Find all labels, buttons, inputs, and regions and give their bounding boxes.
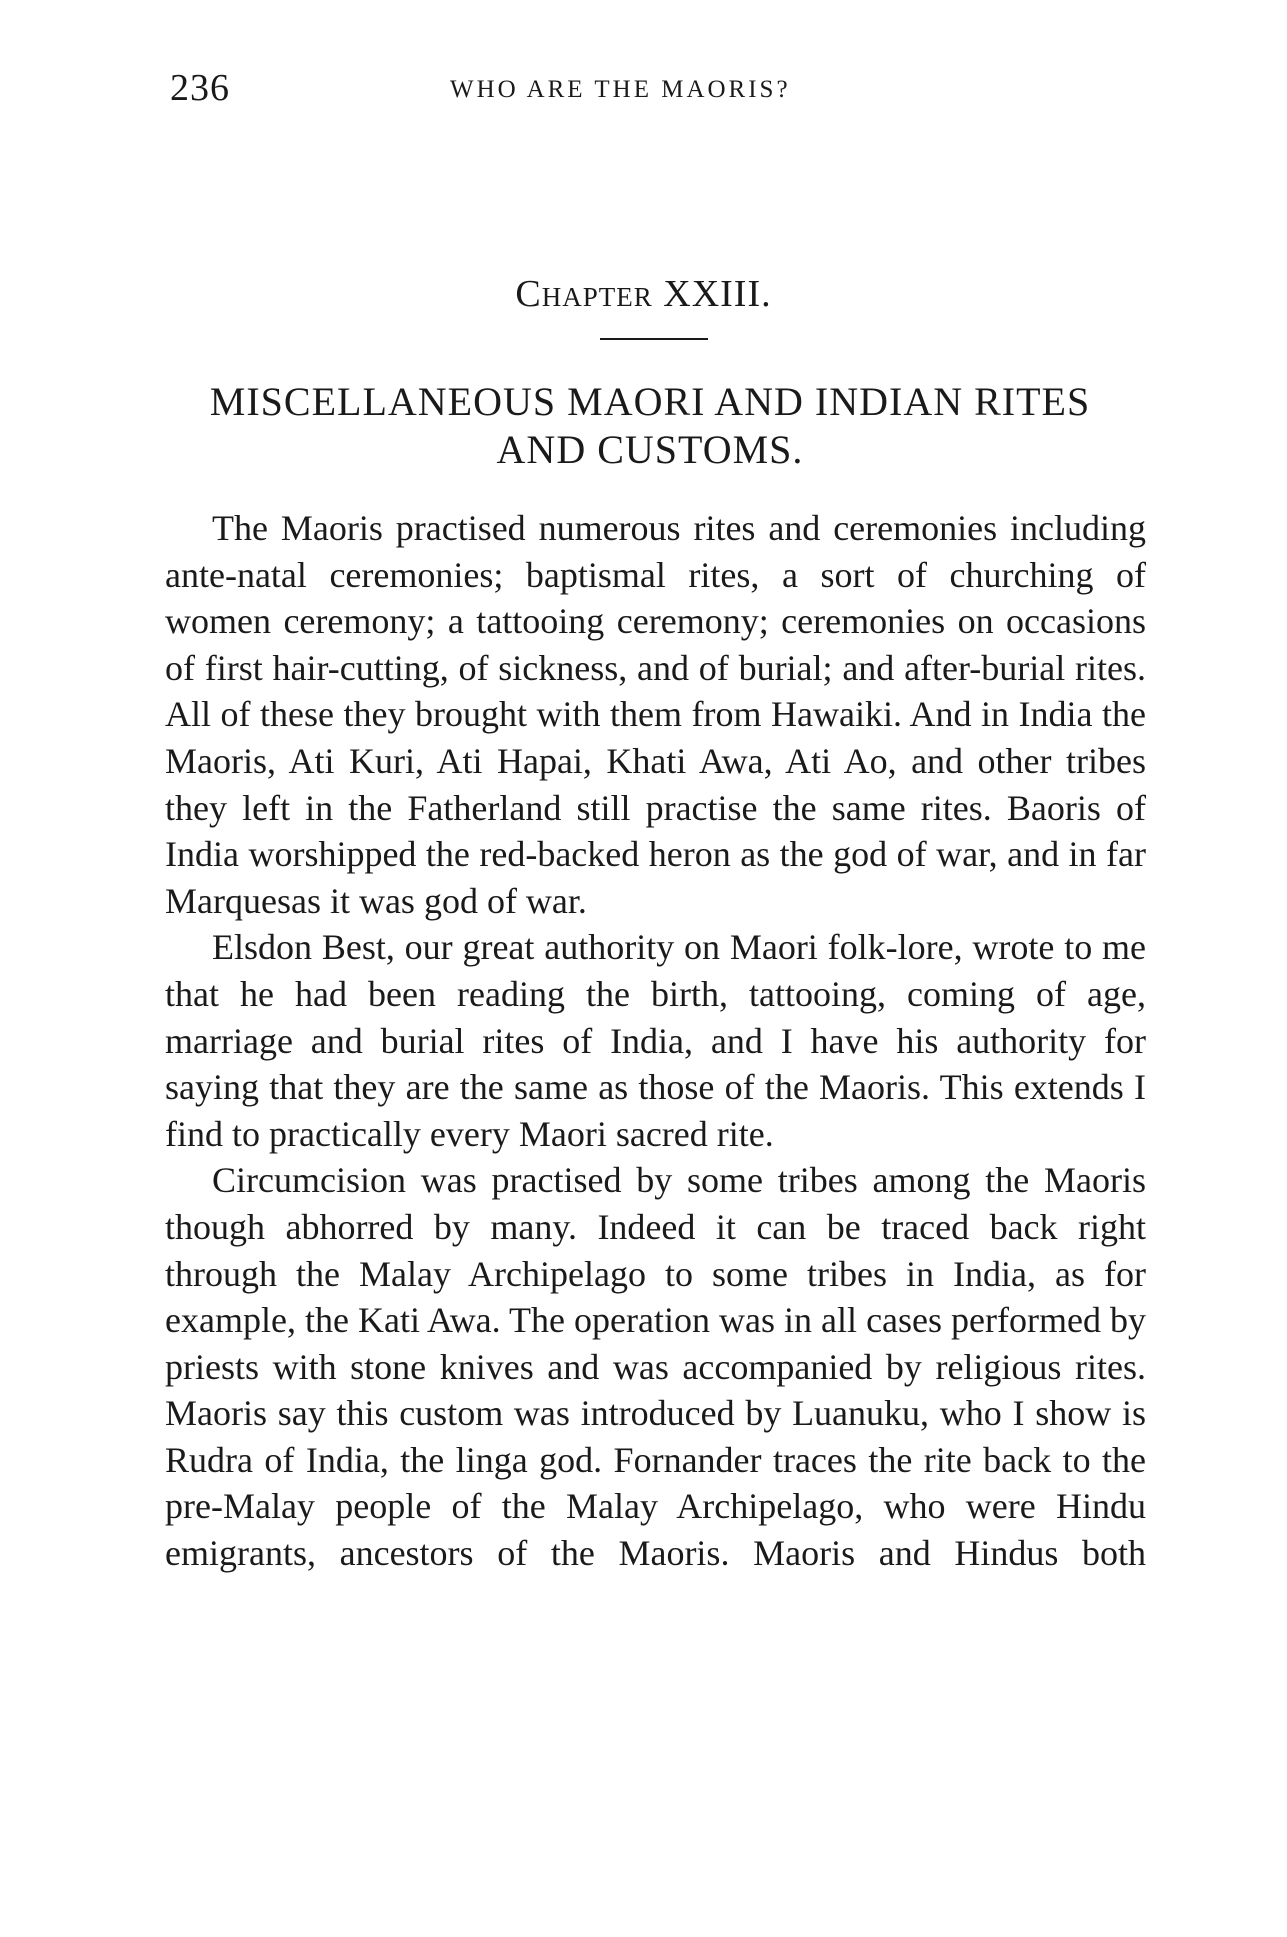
chapter-heading [0, 272, 1287, 316]
heading-divider [600, 338, 708, 340]
page-number: 236 [170, 67, 230, 109]
chapter-label-smallcaps: HAPTER [541, 282, 653, 312]
paragraph-3: Circumcision was practised by some tribes among the Maoris though abhorred by many. Indeed it can be traced back right through the Malay Archipelago to some tribes in India, as for example, the Kati Awa. The operation was in all cases performed by priests with stone knives and was accompanied by religious rites. Maoris say this custom was introduced by Luanuku, who I show is Rudra of India, the linga god. Fornander traces the rite back to the pre-Malay people of the Malay Archipelago, who were Hindu emigrants, ancestors of the Maoris. Maoris and Hindus both [165, 1160, 1146, 1574]
body-text [165, 505, 1146, 1577]
chapter-title-line-1: MISCELLANEOUS MAORI AND INDIAN RITES [209, 379, 1091, 424]
chapter-title-line-2: AND CUSTOMS. [496, 427, 804, 472]
chapter-label-initial: C [515, 273, 542, 315]
paragraph-1: The Maoris practised numerous rites and ceremonies including ante-natal ceremonies; baptismal rites, a sort of churching of women ceremony; a tattooing ceremony; ceremonies on occasions of first hair-cutting, of sickness, and of burial; and after-burial rites. All of these they brought with them from Hawaiki. And in India the Maoris, Ati Kuri, Ati Hapai, Khati Awa, Ati Ao, and other tribes they left in the Fatherland still practise the same rites. Baoris of India worshipped the red-backed heron as the god of war, and in far Marquesas it was god of war. [165, 508, 1146, 921]
paragraph-2: Elsdon Best, our great authority on Maori folk-lore, wrote to me that he had been reading the birth, tattooing, coming of age, marriage and burial rites of India, and I have his authority for saying that they are the same as those of the Maoris. This extends I find to practically every Maori sacred rite. [165, 927, 1146, 1154]
chapter-numeral: XXIII. [663, 273, 772, 315]
chapter-title [150, 378, 1150, 474]
running-head: WHO ARE THE MAORIS? [450, 76, 791, 103]
